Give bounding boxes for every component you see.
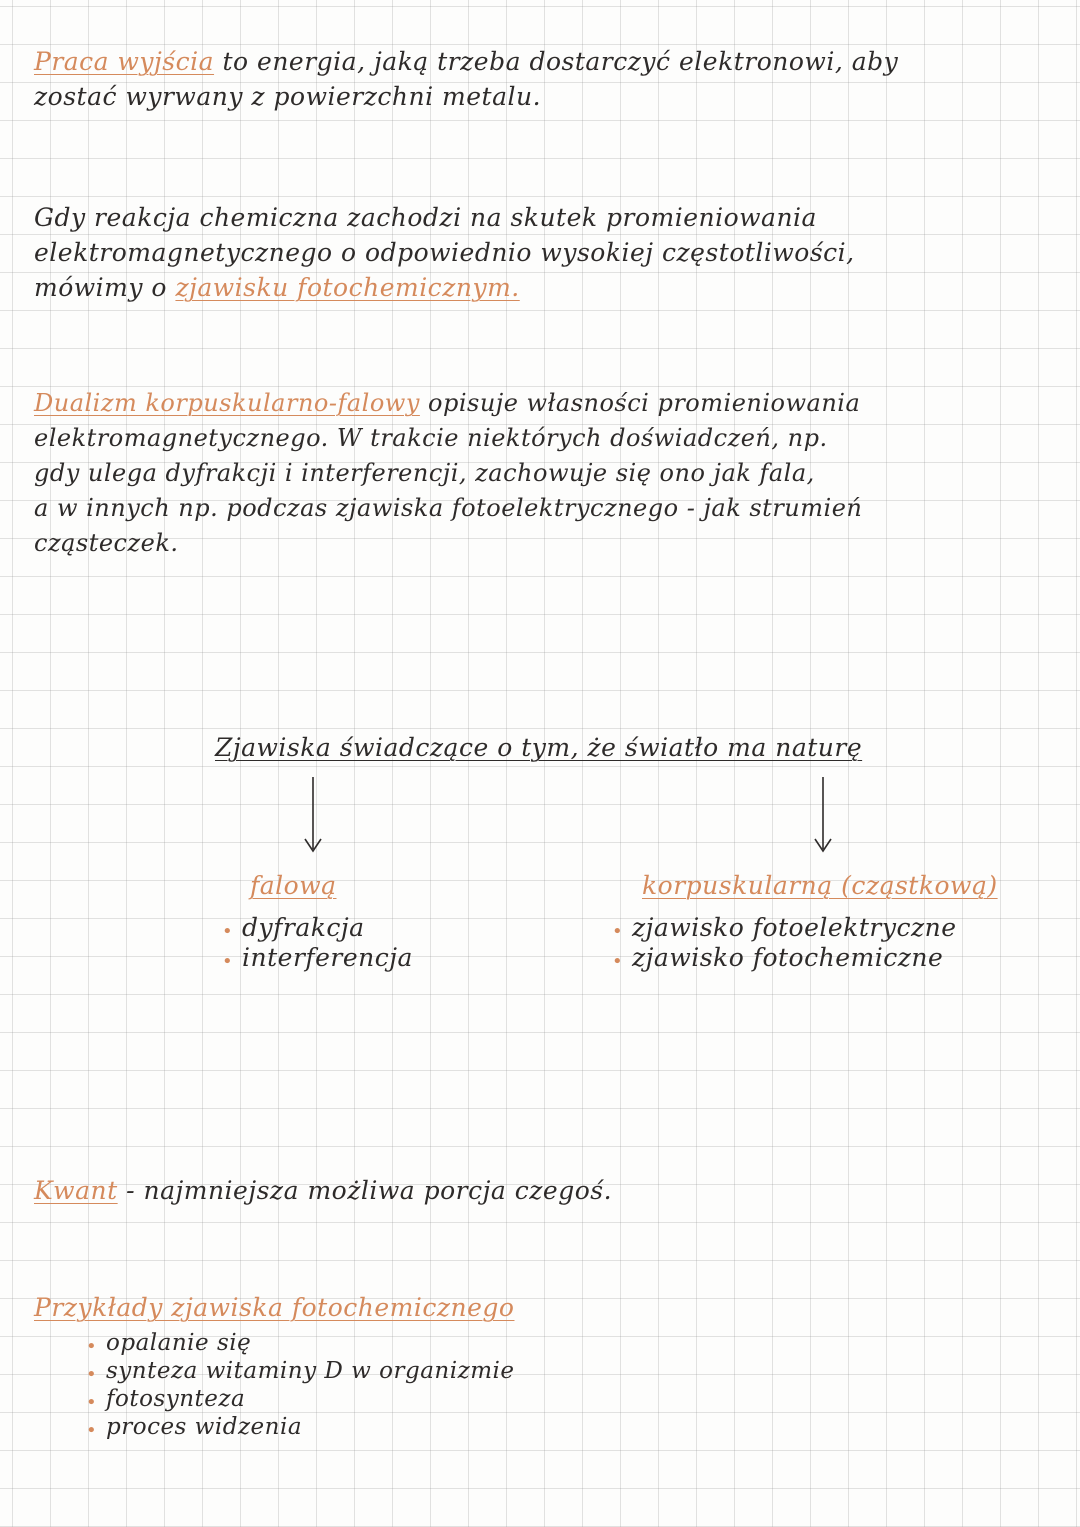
bullet-icon: • bbox=[612, 951, 624, 972]
list-item: • interferencja bbox=[222, 943, 413, 973]
photochemical-text-line3: mówimy o bbox=[34, 273, 176, 302]
duality-text-line3: gdy ulega dyfrakcji i interferencji, zachowuje się ono jak fala, bbox=[34, 459, 815, 487]
work-function-text-line2: zostać wyrwany z powierzchni metalu. bbox=[34, 82, 542, 111]
photochemical-term: zjawisku fotochemicznym. bbox=[175, 273, 520, 302]
bullet-icon: • bbox=[222, 921, 234, 942]
wave-nature-list bbox=[222, 913, 413, 973]
list-item: • fotosynteza bbox=[86, 1385, 514, 1413]
duality-text-line5: cząsteczek. bbox=[34, 529, 179, 557]
bullet-icon: • bbox=[86, 1392, 98, 1413]
examples-heading: Przykłady zjawiska fotochemicznego bbox=[34, 1293, 515, 1322]
bullet-icon: • bbox=[222, 951, 234, 972]
duality-definition bbox=[34, 386, 862, 561]
duality-text-line1: opisuje własności promieniowania bbox=[419, 389, 861, 417]
quantum-term: Kwant bbox=[34, 1176, 118, 1205]
work-function-text-line1: to energia, jaką trzeba dostarczyć elektronowi, aby bbox=[214, 47, 899, 76]
bullet-icon: • bbox=[86, 1336, 98, 1357]
work-function-definition bbox=[34, 44, 898, 114]
list-item: • proces widzenia bbox=[86, 1413, 514, 1441]
photochemical-definition bbox=[34, 200, 855, 305]
wave-nature-heading: falową bbox=[250, 871, 337, 900]
list-item: • zjawisko fotoelektryczne bbox=[612, 913, 998, 943]
quantum-definition bbox=[34, 1173, 612, 1208]
duality-text-line2: elektromagnetycznego. W trakcie niektórych doświadczeń, np. bbox=[34, 424, 828, 452]
bullet-icon: • bbox=[86, 1364, 98, 1385]
list-item: • synteza witaminy D w organizmie bbox=[86, 1357, 514, 1385]
bullet-icon: • bbox=[612, 921, 624, 942]
bullet-icon: • bbox=[86, 1420, 98, 1441]
duality-text-line4: a w innych np. podczas zjawiska fotoelektrycznego - jak strumień bbox=[34, 494, 863, 522]
examples-list bbox=[86, 1329, 514, 1441]
list-item: • dyfrakcja bbox=[222, 913, 413, 943]
work-function-term: Praca wyjścia bbox=[34, 47, 215, 76]
particle-nature-list bbox=[612, 913, 998, 973]
arrow-down-icon bbox=[298, 775, 328, 855]
duality-term: Dualizm korpuskularno-falowy bbox=[34, 389, 420, 417]
particle-nature-heading: korpuskularną (cząstkową) bbox=[642, 871, 998, 900]
wave-nature-column bbox=[222, 868, 413, 973]
arrow-down-icon bbox=[808, 775, 838, 855]
photochemical-text-line1: Gdy reakcja chemiczna zachodzi na skutek promieniowania bbox=[34, 203, 817, 232]
particle-nature-column bbox=[612, 868, 998, 973]
list-item: • opalanie się bbox=[86, 1329, 514, 1357]
photochemical-text-line2: elektromagnetycznego o odpowiednio wysokiej częstotliwości, bbox=[34, 238, 855, 267]
list-item: • zjawisko fotochemiczne bbox=[612, 943, 998, 973]
photochemical-examples bbox=[34, 1290, 514, 1441]
quantum-text: - najmniejsza możliwa porcja czegoś. bbox=[117, 1176, 613, 1205]
diagram-title: Zjawiska świadczące o tym, że światło ma naturę bbox=[215, 733, 863, 762]
